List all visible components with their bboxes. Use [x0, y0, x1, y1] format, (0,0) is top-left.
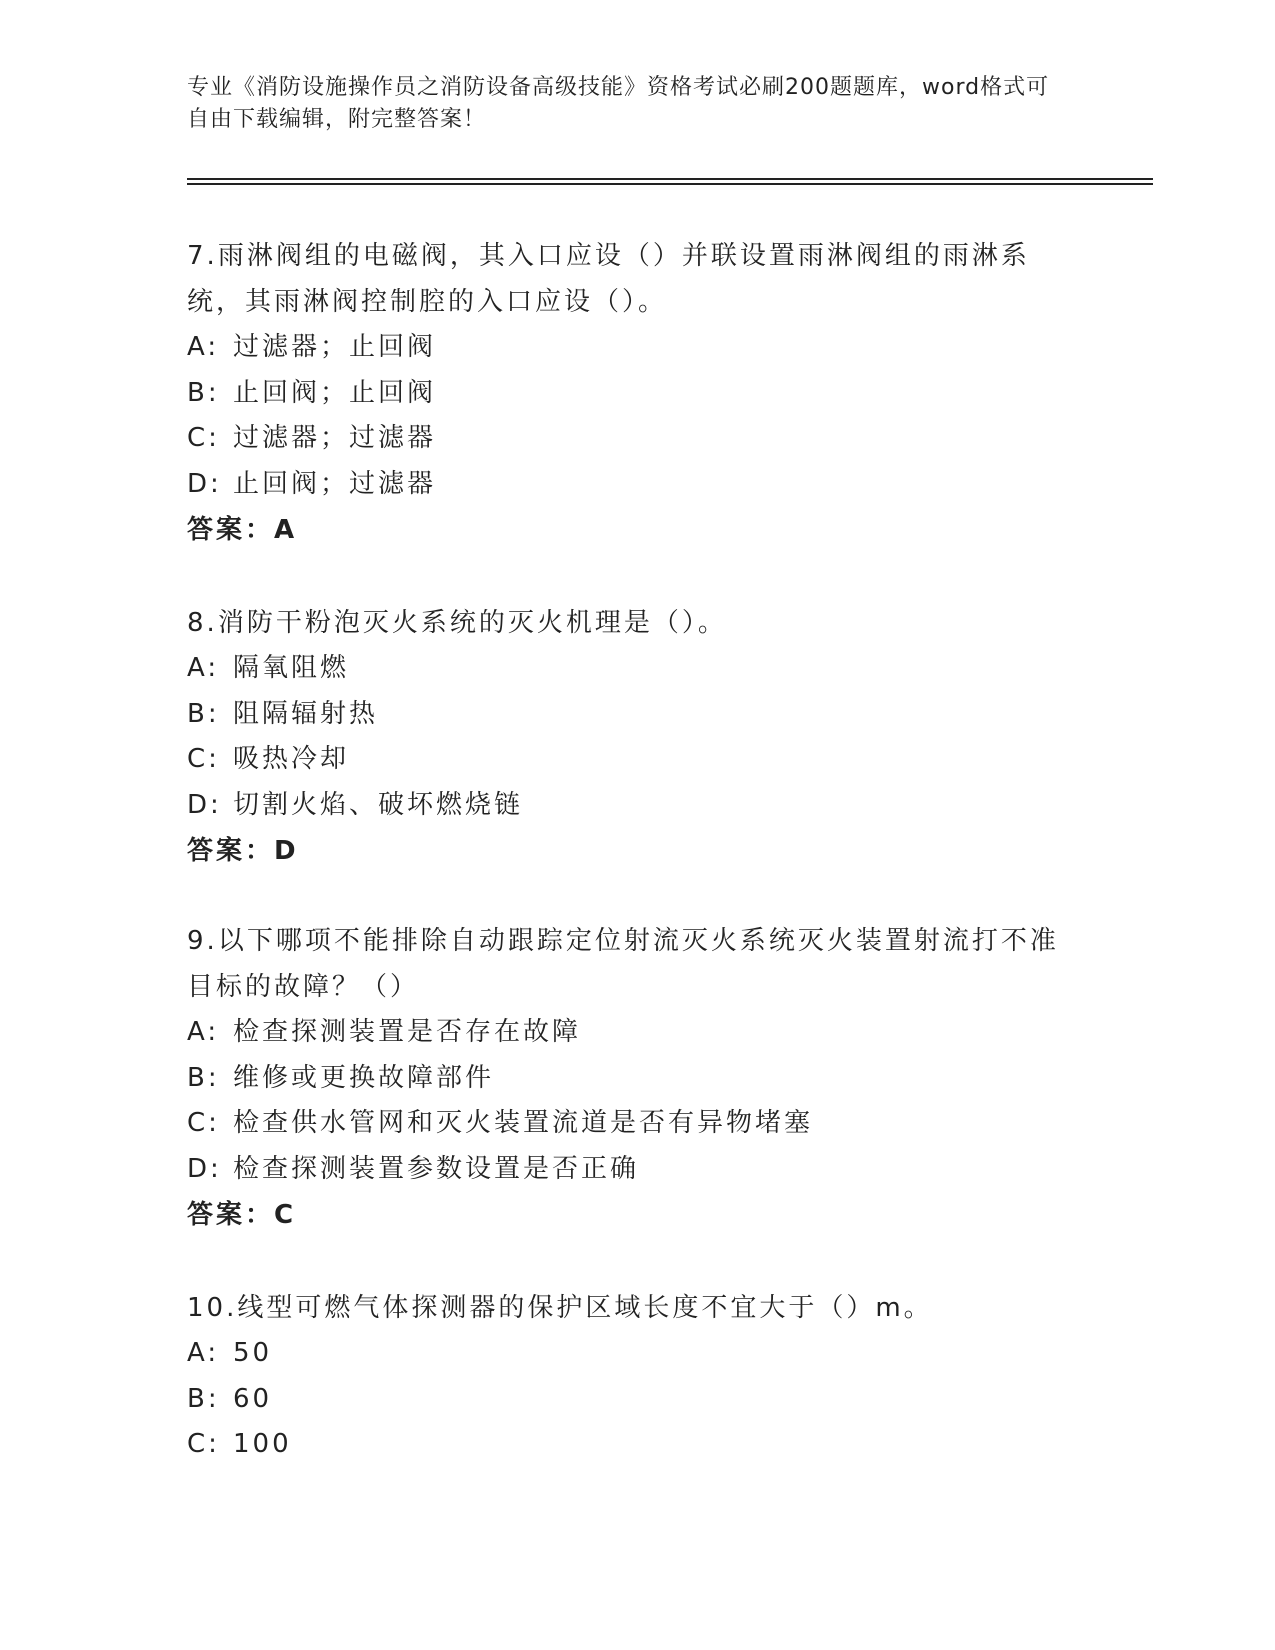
option-d [187, 783, 1067, 829]
option-label: C: [187, 1108, 220, 1138]
option-c [187, 737, 1067, 783]
option-a [187, 1010, 1067, 1056]
option-text: 切割火焰、破坏燃烧链 [233, 789, 524, 820]
option-label: D: [187, 468, 222, 499]
option-text: 100 [233, 1429, 292, 1459]
option-text: 阻隔辐射热 [233, 698, 379, 729]
option-text: 吸热冷却 [233, 744, 350, 774]
option-text: 检查探测装置参数设置是否正确 [233, 1153, 640, 1184]
question-number: 9. [187, 926, 218, 956]
option-c [187, 1101, 1067, 1147]
answer-value: C [274, 1200, 297, 1230]
question-number: 8. [187, 608, 218, 638]
question-8 [187, 600, 1067, 874]
answer-value: D [274, 836, 299, 866]
option-text: 止回阀；止回阀 [233, 377, 437, 408]
option-b [187, 371, 1067, 417]
option-label: B: [187, 1062, 220, 1093]
option-label: B: [187, 1383, 220, 1414]
answer [187, 507, 1067, 553]
question-body: 雨淋阀组的电磁阀，其入口应设（）并联设置雨淋阀组的雨淋系统，其雨淋阀控制腔的入口应设（）。 [187, 241, 1030, 317]
answer-label: 答案： [187, 1200, 275, 1230]
answer-value: A [274, 515, 298, 545]
option-label: A: [187, 653, 220, 683]
option-text: 50 [233, 1338, 273, 1368]
question-body: 以下哪项不能排除自动跟踪定位射流灭火系统灭火装置射流打不准目标的故障？（） [187, 926, 1059, 1002]
option-label: D: [187, 1153, 222, 1184]
answer [187, 1192, 1067, 1238]
option-label: C: [187, 1429, 220, 1459]
option-b [187, 1056, 1067, 1102]
option-text: 过滤器；止回阀 [233, 332, 437, 362]
option-label: B: [187, 698, 220, 729]
option-d [187, 462, 1067, 508]
option-label: C: [187, 744, 220, 774]
option-c [187, 416, 1067, 462]
option-text: 过滤器；过滤器 [233, 423, 437, 453]
option-label: A: [187, 1338, 220, 1368]
question-7 [187, 233, 1067, 553]
header-divider-bottom [187, 183, 1153, 185]
question-text [187, 1285, 1067, 1331]
option-a [187, 1331, 1067, 1377]
question-text [187, 918, 1067, 1010]
option-label: C: [187, 423, 220, 453]
question-text [187, 233, 1067, 325]
answer-label: 答案： [187, 515, 275, 545]
option-d [187, 1147, 1067, 1193]
answer [187, 828, 1067, 874]
option-label: A: [187, 332, 220, 362]
option-c [187, 1422, 1067, 1468]
question-10 [187, 1285, 1067, 1468]
option-b [187, 1377, 1067, 1423]
question-body: 线型可燃气体探测器的保护区域长度不宜大于（）m。 [237, 1293, 933, 1323]
option-text: 检查供水管网和灭火装置流道是否有异物堵塞 [233, 1108, 814, 1138]
option-text: 隔氧阻燃 [233, 653, 350, 683]
option-a [187, 325, 1067, 371]
option-text: 维修或更换故障部件 [233, 1062, 495, 1093]
option-text: 检查探测装置是否存在故障 [233, 1017, 582, 1047]
option-text: 止回阀；过滤器 [233, 468, 437, 499]
answer-label: 答案： [187, 836, 275, 866]
option-b [187, 692, 1067, 738]
header-divider-top [187, 178, 1153, 180]
document-header: 专业《消防设施操作员之消防设备高级技能》资格考试必刷200题题库，word格式可自由下载编辑，附完整答案！ [187, 75, 1050, 132]
question-number: 10. [187, 1293, 238, 1323]
option-label: D: [187, 789, 222, 820]
option-label: B: [187, 377, 220, 408]
option-text: 60 [233, 1383, 273, 1414]
question-number: 7. [187, 241, 218, 271]
question-text [187, 600, 1067, 646]
option-a [187, 646, 1067, 692]
question-body: 消防干粉泡灭火系统的灭火机理是（）。 [217, 608, 727, 638]
question-9 [187, 918, 1067, 1238]
option-label: A: [187, 1017, 220, 1047]
